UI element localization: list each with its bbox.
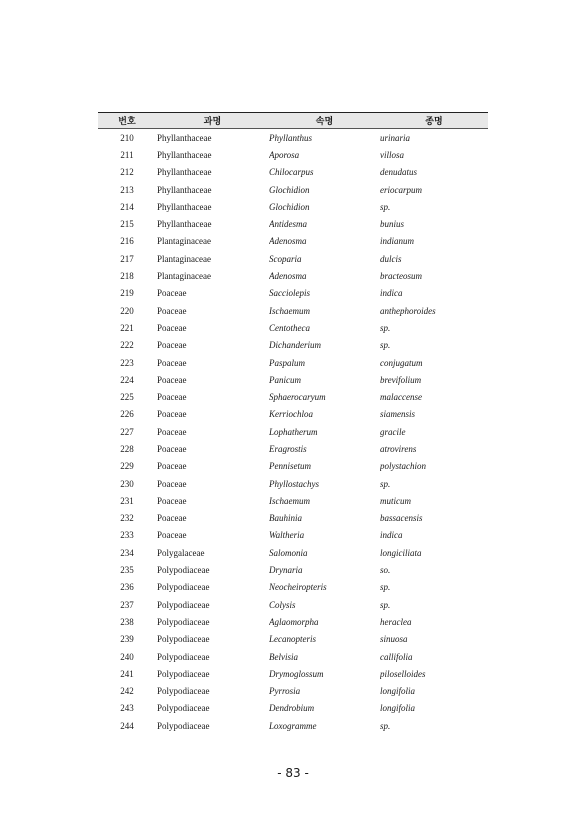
cell-genus: Ischaemum: [269, 495, 310, 506]
cell-family: Phyllanthaceae: [157, 149, 212, 160]
cell-species: longiciliata: [380, 547, 422, 558]
header-genus: 속명: [269, 113, 380, 129]
table-row: [98, 458, 488, 475]
cell-species: dulcis: [380, 253, 402, 264]
cell-genus: Sacciolepis: [269, 288, 310, 299]
table-row: [98, 579, 488, 596]
cell-family: Poaceae: [157, 461, 187, 472]
table-row: [98, 613, 488, 630]
cell-species: villosa: [380, 149, 404, 160]
cell-number: 240: [120, 651, 134, 662]
cell-species: indica: [380, 530, 403, 541]
cell-genus: Eragrostis: [269, 443, 307, 454]
header-number: 번호: [98, 113, 156, 129]
cell-genus: Lophatherum: [269, 426, 318, 437]
cell-family: Phyllanthaceae: [157, 184, 212, 195]
cell-number: 232: [120, 513, 134, 524]
table-row: [98, 510, 488, 527]
cell-family: Poaceae: [157, 513, 187, 524]
cell-family: Poaceae: [157, 392, 187, 403]
cell-species: indica: [380, 288, 403, 299]
cell-family: Polypodiaceae: [157, 703, 210, 714]
cell-number: 228: [120, 443, 134, 454]
cell-species: muticum: [380, 495, 411, 506]
cell-number: 221: [120, 322, 134, 333]
cell-species: bunius: [380, 219, 405, 230]
cell-genus: Aporosa: [269, 149, 300, 160]
cell-genus: Drynaria: [269, 565, 303, 576]
cell-genus: Ischaemum: [269, 305, 310, 316]
cell-genus: Kerriochloa: [269, 409, 313, 420]
cell-number: 227: [120, 426, 134, 437]
cell-species: gracile: [380, 426, 406, 437]
table-row: [98, 700, 488, 717]
table-row: [98, 388, 488, 405]
cell-genus: Salomonia: [269, 547, 308, 558]
cell-family: Polypodiaceae: [157, 616, 210, 627]
cell-number: 220: [120, 305, 134, 316]
cell-species: anthephoroides: [380, 305, 436, 316]
table-row: [98, 164, 488, 181]
cell-number: 231: [120, 495, 134, 506]
cell-genus: Paspalum: [269, 357, 305, 368]
cell-species: sp.: [380, 599, 391, 610]
cell-species: indianum: [380, 236, 415, 247]
cell-species: sinuosa: [380, 634, 408, 645]
cell-family: Poaceae: [157, 426, 187, 437]
cell-genus: Loxogramme: [269, 720, 317, 731]
cell-family: Poaceae: [157, 357, 187, 368]
cell-species: longifolia: [380, 686, 416, 697]
cell-number: 233: [120, 530, 134, 541]
cell-number: 238: [120, 616, 134, 627]
cell-species: bassacensis: [380, 513, 423, 524]
cell-number: 239: [120, 634, 134, 645]
table-row: [98, 561, 488, 578]
cell-species: sp.: [380, 201, 391, 212]
cell-genus: Lecanopteris: [269, 634, 316, 645]
cell-family: Poaceae: [157, 409, 187, 420]
table-row: [98, 683, 488, 700]
cell-number: 222: [120, 340, 134, 351]
cell-species: siamensis: [380, 409, 416, 420]
cell-species: atrovirens: [380, 443, 417, 454]
cell-genus: Drymoglossum: [269, 668, 324, 679]
cell-species: polystachion: [380, 461, 426, 472]
cell-genus: Chilocarpus: [269, 167, 314, 178]
cell-number: 226: [120, 409, 134, 420]
table-row: [98, 665, 488, 682]
cell-family: Poaceae: [157, 495, 187, 506]
cell-genus: Waltheria: [269, 530, 305, 541]
table-row: [98, 250, 488, 267]
cell-species: eriocarpum: [380, 184, 422, 195]
cell-family: Polypodiaceae: [157, 565, 210, 576]
cell-number: 230: [120, 478, 134, 489]
header-row: [98, 113, 488, 129]
cell-number: 217: [120, 253, 134, 264]
cell-species: sp.: [380, 720, 391, 731]
cell-species: sp.: [380, 340, 391, 351]
cell-species: conjugatum: [380, 357, 423, 368]
cell-genus: Adenosma: [269, 236, 307, 247]
cell-genus: Bauhinia: [269, 513, 302, 524]
cell-family: Phyllanthaceae: [157, 219, 212, 230]
table-header: [98, 113, 488, 129]
cell-number: 218: [120, 271, 134, 282]
cell-number: 223: [120, 357, 134, 368]
table-row: [98, 440, 488, 457]
cell-family: Poaceae: [157, 305, 187, 316]
cell-genus: Glochidion: [269, 201, 310, 212]
cell-number: 244: [120, 720, 134, 731]
cell-genus: Neocheiropteris: [269, 582, 327, 593]
cell-number: 215: [120, 219, 134, 230]
cell-genus: Phyllanthus: [269, 132, 312, 143]
cell-species: sp.: [380, 582, 391, 593]
cell-species: longifolia: [380, 703, 416, 714]
cell-species: bracteosum: [380, 271, 422, 282]
cell-number: 211: [120, 149, 134, 160]
cell-family: Polypodiaceae: [157, 686, 210, 697]
cell-genus: Belvisia: [269, 651, 298, 662]
cell-genus: Panicum: [269, 374, 301, 385]
cell-family: Polypodiaceae: [157, 599, 210, 610]
cell-genus: Phyllostachys: [269, 478, 319, 489]
table-body: [98, 129, 488, 735]
cell-species: sp.: [380, 478, 391, 489]
cell-number: 243: [120, 703, 134, 714]
cell-genus: Centotheca: [269, 322, 310, 333]
cell-genus: Aglaomorpha: [269, 616, 319, 627]
table-row: [98, 354, 488, 371]
cell-genus: Dichanderium: [269, 340, 321, 351]
cell-number: 219: [120, 288, 134, 299]
cell-genus: Pyrrosia: [269, 686, 301, 697]
cell-family: Poaceae: [157, 443, 187, 454]
cell-family: Plantaginaceae: [157, 271, 211, 282]
table-row: [98, 406, 488, 423]
cell-number: 213: [120, 184, 134, 195]
cell-genus: Pennisetum: [269, 461, 311, 472]
table-row: [98, 492, 488, 509]
table-row: [98, 129, 488, 147]
table-row: [98, 267, 488, 284]
cell-family: Polypodiaceae: [157, 720, 210, 731]
cell-species: callifolia: [380, 651, 413, 662]
table-row: [98, 215, 488, 232]
header-family: 과명: [156, 113, 269, 129]
cell-number: 229: [120, 461, 134, 472]
cell-family: Phyllanthaceae: [157, 167, 212, 178]
table-row: [98, 337, 488, 354]
cell-genus: Sphaerocaryum: [269, 392, 326, 403]
cell-family: Phyllanthaceae: [157, 132, 212, 143]
cell-species: urinaria: [380, 132, 411, 143]
table-row: [98, 423, 488, 440]
cell-family: Polypodiaceae: [157, 668, 210, 679]
cell-family: Polygalaceae: [157, 547, 205, 558]
table-row: [98, 146, 488, 163]
cell-species: so.: [380, 565, 391, 576]
cell-species: malaccense: [380, 392, 422, 403]
cell-number: 210: [120, 132, 134, 143]
cell-species: sp.: [380, 322, 391, 333]
cell-species: piloselloides: [380, 668, 426, 679]
cell-number: 224: [120, 374, 134, 385]
header-species: 종명: [380, 113, 488, 129]
cell-genus: Scoparia: [269, 253, 302, 264]
table-row: [98, 631, 488, 648]
cell-number: 235: [120, 565, 134, 576]
table-row: [98, 544, 488, 561]
cell-species: heraclea: [380, 616, 412, 627]
table-row: [98, 233, 488, 250]
cell-number: 242: [120, 686, 134, 697]
cell-family: Poaceae: [157, 530, 187, 541]
table-row: [98, 302, 488, 319]
cell-genus: Colysis: [269, 599, 296, 610]
cell-number: 234: [120, 547, 134, 558]
cell-family: Polypodiaceae: [157, 634, 210, 645]
table-row: [98, 181, 488, 198]
cell-family: Plantaginaceae: [157, 236, 211, 247]
table-row: [98, 198, 488, 215]
table-row: [98, 527, 488, 544]
cell-family: Phyllanthaceae: [157, 201, 212, 212]
table-row: [98, 319, 488, 336]
cell-genus: Glochidion: [269, 184, 310, 195]
cell-family: Polypodiaceae: [157, 582, 210, 593]
cell-family: Poaceae: [157, 322, 187, 333]
table-row: [98, 475, 488, 492]
cell-family: Plantaginaceae: [157, 253, 211, 264]
cell-family: Poaceae: [157, 478, 187, 489]
cell-genus: Adenosma: [269, 271, 307, 282]
cell-number: 214: [120, 201, 134, 212]
cell-number: 212: [120, 167, 134, 178]
cell-number: 225: [120, 392, 134, 403]
table-row: [98, 648, 488, 665]
cell-number: 216: [120, 236, 134, 247]
cell-family: Poaceae: [157, 288, 187, 299]
cell-family: Poaceae: [157, 340, 187, 351]
table-row: [98, 371, 488, 388]
cell-species: denudatus: [380, 167, 417, 178]
cell-genus: Antidesma: [269, 219, 307, 230]
cell-number: 237: [120, 599, 134, 610]
cell-family: Poaceae: [157, 374, 187, 385]
species-table: [98, 112, 488, 734]
cell-species: brevifolium: [380, 374, 422, 385]
cell-family: Polypodiaceae: [157, 651, 210, 662]
table-row: [98, 596, 488, 613]
cell-number: 241: [120, 668, 134, 679]
table-row: [98, 717, 488, 734]
cell-number: 236: [120, 582, 134, 593]
page-number: - 83 -: [277, 766, 309, 780]
cell-genus: Dendrobium: [269, 703, 315, 714]
table-row: [98, 285, 488, 302]
